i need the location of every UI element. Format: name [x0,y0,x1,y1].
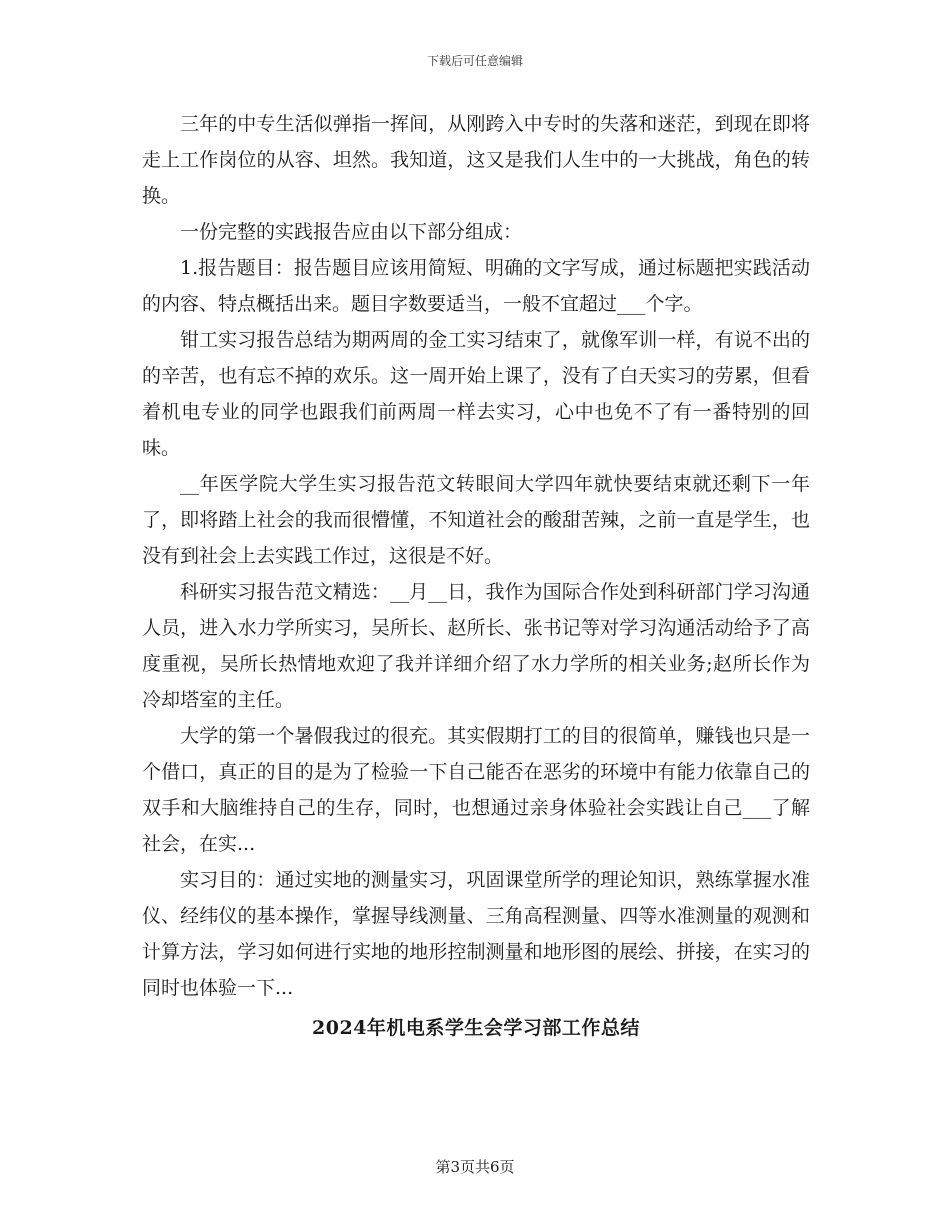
paragraph-1: 三年的中专生活似弹指一挥间，从刚跨入中专时的失落和迷茫，到现在即将走上工作岗位的从容、坦然。我知道，这又是我们人生中的一大挑战，角色的转换。 [142,113,810,207]
paragraph-4: 钳工实习报告总结为期两周的金工实习结束了，就像军训一样，有说不出的的辛苦，也有忘不掉的欢乐。这一周开始上课了，没有了白天实习的劳累，但看着机电专业的同学也跟我们前两周一样去实习，心中也免不了有一番特别的回味。 [142,329,810,459]
paragraph-6: 科研实习报告范文精选：__月__日，我作为国际合作处到科研部门学习沟通人员，进入水力学所实习，吴所长、赵所长、张书记等对学习沟通活动给予了高度重视，吴所长热情地欢迎了我并详细介绍了水力学所的相关业务;赵所长作为冷却塔室的主任。 [142,581,810,711]
page-number: 第3页共6页 [435,1158,515,1176]
paragraph-3: 1.报告题目：报告题目应该用简短、明确的文字写成，通过标题把实践活动的内容、特点概括出来。题目字数要适当，一般不宜超过___个字。 [142,257,810,315]
paragraph-5: __年医学院大学生实习报告范文转眼间大学四年就快要结束就还剩下一年了，即将踏上社会的我而很懵懂，不知道社会的酸甜苦辣，之前一直是学生，也没有到社会上去实践工作过，这很是不好。 [142,473,810,567]
section-title: 2024年机电系学生会学习部工作总结 [312,1017,640,1039]
paragraph-8: 实习目的：通过实地的测量实习，巩固课堂所学的理论知识，熟练掌握水准仪、经纬仪的基本操作，掌握导线测量、三角高程测量、四等水准测量的观测和计算方法，学习如何进行实地的地形控制测量和地形图的展绘、拼接，在实习的同时也体验一下... [142,869,810,999]
page-header-note: 下载后可任意编辑 [426,54,523,68]
paragraph-7: 大学的第一个暑假我过的很充。其实假期打工的目的很简单，赚钱也只是一个借口，真正的目的是为了检验一下自己能否在恶劣的环境中有能力依靠自己的双手和大脑维持自己的生存，同时，也想通过亲身体验社会实践让自己___了解社会，在实... [142,725,810,855]
paragraph-2: 一份完整的实践报告应由以下部分组成： [180,221,523,243]
document-body [142,106,810,1046]
